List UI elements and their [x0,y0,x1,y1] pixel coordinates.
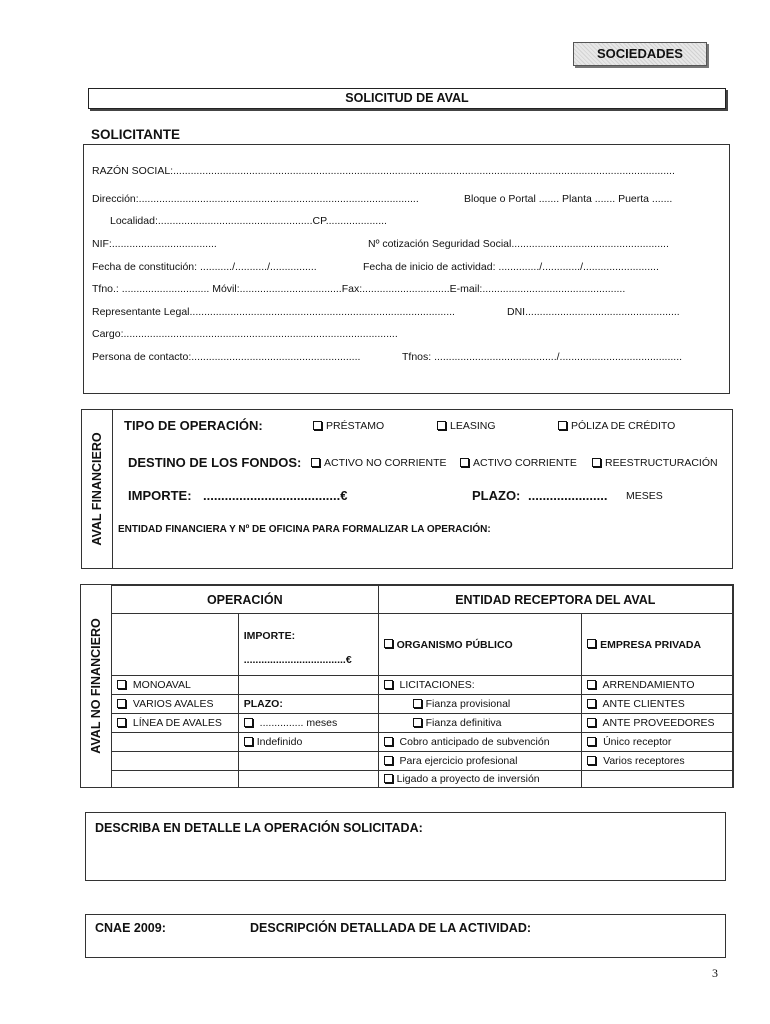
ejercicio-profesional-option[interactable]: Para ejercicio profesional [378,752,582,771]
linea-avales-option[interactable]: LÍNEA DE AVALES [112,714,239,733]
nif-field[interactable]: NIF:.................................... [92,238,217,250]
direccion-field[interactable]: Dirección:................................................................................................ [92,193,419,205]
checkbox-icon [460,458,469,467]
checkbox-icon [413,718,422,727]
cobro-anticipado-option[interactable]: Cobro anticipado de subvención [378,733,582,752]
empty-cell [112,733,239,752]
bloque-field[interactable]: Bloque o Portal ....... Planta ....... Puerta ....... [464,193,673,205]
tfnos-field[interactable]: Tfnos: ........................................../.......................................... [402,351,683,363]
describa-label: DESCRIBA EN DETALLE LA OPERACIÓN SOLICITADA: [95,821,423,835]
checkbox-icon [117,680,126,689]
checkbox-icon [413,699,422,708]
meses-label: MESES [626,490,663,502]
checkbox-icon [384,639,393,648]
checkbox-icon [311,458,320,467]
checkbox-icon [384,774,393,783]
checkbox-icon [587,699,596,708]
aval-financiero-box [81,409,733,569]
checkbox-icon [384,737,393,746]
ante-proveedores-option[interactable]: ANTE PROVEEDORES [582,714,733,733]
checkbox-icon [244,737,253,746]
option-prestamo[interactable]: PRÉSTAMO [313,420,384,432]
checkbox-icon [384,680,393,689]
checkbox-icon [117,699,126,708]
ante-clientes-option[interactable]: ANTE CLIENTES [582,695,733,714]
aval-financiero-strip [82,410,113,568]
checkbox-icon [117,718,126,727]
telefono-field[interactable]: Tfno.: .............................. Móvil:...................................Fax:..............................E-mail:................................................. [92,283,626,295]
checkbox-icon [587,718,596,727]
cargo-field[interactable]: Cargo:.............................................................................................. [92,328,398,340]
indefinido-option[interactable]: Indefinido [238,733,378,752]
dni-field[interactable]: DNI..................................................... [507,306,680,318]
aval-no-financiero-box [80,584,734,788]
empty-cell [112,752,239,771]
checkbox-icon [587,639,596,648]
option-poliza[interactable]: PÓLIZA DE CRÉDITO [558,420,675,432]
empty-cell [238,771,378,788]
operacion-header: OPERACIÓN [112,586,379,614]
plazo-label: PLAZO: [472,488,521,503]
option-reestructuracion[interactable]: REESTRUCTURACIÓN [592,457,718,469]
varios-avales-option[interactable]: VARIOS AVALES [112,695,239,714]
destino-fondos-label: DESTINO DE LOS FONDOS: [128,455,302,470]
unico-receptor-option[interactable]: Único receptor [582,733,733,752]
solicitante-heading: SOLICITANTE [91,127,180,142]
checkbox-icon [437,421,446,430]
solicitante-box [83,144,730,394]
option-activo-corriente[interactable]: ACTIVO CORRIENTE [460,457,577,469]
empty-cell [238,752,378,771]
page-number: 3 [712,966,718,980]
cnae-box[interactable] [85,914,726,958]
ligado-proyecto-option[interactable]: Ligado a proyecto de inversión [378,771,582,788]
organismo-publico-option[interactable]: ORGANISMO PÚBLICO [378,614,582,676]
plazo-field[interactable]: ...................... [528,488,608,503]
entidad-financiera-label: ENTIDAD FINANCIERA Y Nº DE OFICINA PARA FORMALIZAR LA OPERACIÓN: [118,524,491,535]
localidad-field[interactable]: Localidad:.....................................................CP..................... [110,215,387,227]
aval-no-financiero-label: AVAL NO FINANCIERO [89,618,103,754]
checkbox-icon [558,421,567,430]
empty-cell [238,676,378,695]
checkbox-icon [313,421,322,430]
fianza-definitiva-option[interactable]: Fianza definitiva [378,714,582,733]
checkbox-icon [587,737,596,746]
plazo-cell: PLAZO: [238,695,378,714]
actividad-label: DESCRIPCIÓN DETALLADA DE LA ACTIVIDAD: [250,921,532,935]
checkbox-icon [587,680,596,689]
arrendamiento-option[interactable]: ARRENDAMIENTO [582,676,733,695]
sociedades-badge: SOCIEDADES [573,42,707,66]
fianza-provisional-option[interactable]: Fianza provisional [378,695,582,714]
tipo-operacion-label: TIPO DE OPERACIÓN: [124,418,263,433]
fecha-constitucion-field[interactable]: Fecha de constitución: .........../.........../................ [92,261,317,273]
empty-cell [112,614,239,676]
razon-social-field[interactable]: RAZÓN SOCIAL:............................................................................................................................................................................ [92,165,675,177]
option-leasing[interactable]: LEASING [437,420,496,432]
fecha-inicio-field[interactable]: Fecha de inicio de actividad: ............../............./.......................... [363,261,659,273]
option-activo-no-corriente[interactable]: ACTIVO NO CORRIENTE [311,457,447,469]
importe-cell[interactable]: IMPORTE: ...................................€ [238,614,378,676]
checkbox-icon [587,756,596,765]
aval-financiero-label: AVAL FINANCIERO [90,432,104,546]
importe-field[interactable]: ......................................€ [203,488,348,503]
empty-cell [112,771,239,788]
checkbox-icon [592,458,601,467]
monoaval-option[interactable]: MONOAVAL [112,676,239,695]
aval-no-financiero-strip [81,585,112,787]
representante-field[interactable]: Representante Legal........................................................................................... [92,306,455,318]
no-financiero-table [111,585,733,788]
checkbox-icon [384,756,393,765]
describa-box[interactable] [85,812,726,881]
varios-receptores-option[interactable]: Varios receptores [582,752,733,771]
empresa-privada-option[interactable]: EMPRESA PRIVADA [582,614,733,676]
empty-cell [582,771,733,788]
form-title: SOLICITUD DE AVAL [88,88,726,109]
cotizacion-field[interactable]: Nº cotización Seguridad Social...................................................... [368,238,669,250]
licitaciones-option[interactable]: LICITACIONES: [378,676,582,695]
cnae-label: CNAE 2009: [95,921,166,935]
meses-option[interactable]: ............... meses [238,714,378,733]
entidad-receptora-header: ENTIDAD RECEPTORA DEL AVAL [378,586,732,614]
checkbox-icon [244,718,253,727]
importe-label: IMPORTE: [128,488,192,503]
contacto-field[interactable]: Persona de contacto:.......................................................... [92,351,361,363]
